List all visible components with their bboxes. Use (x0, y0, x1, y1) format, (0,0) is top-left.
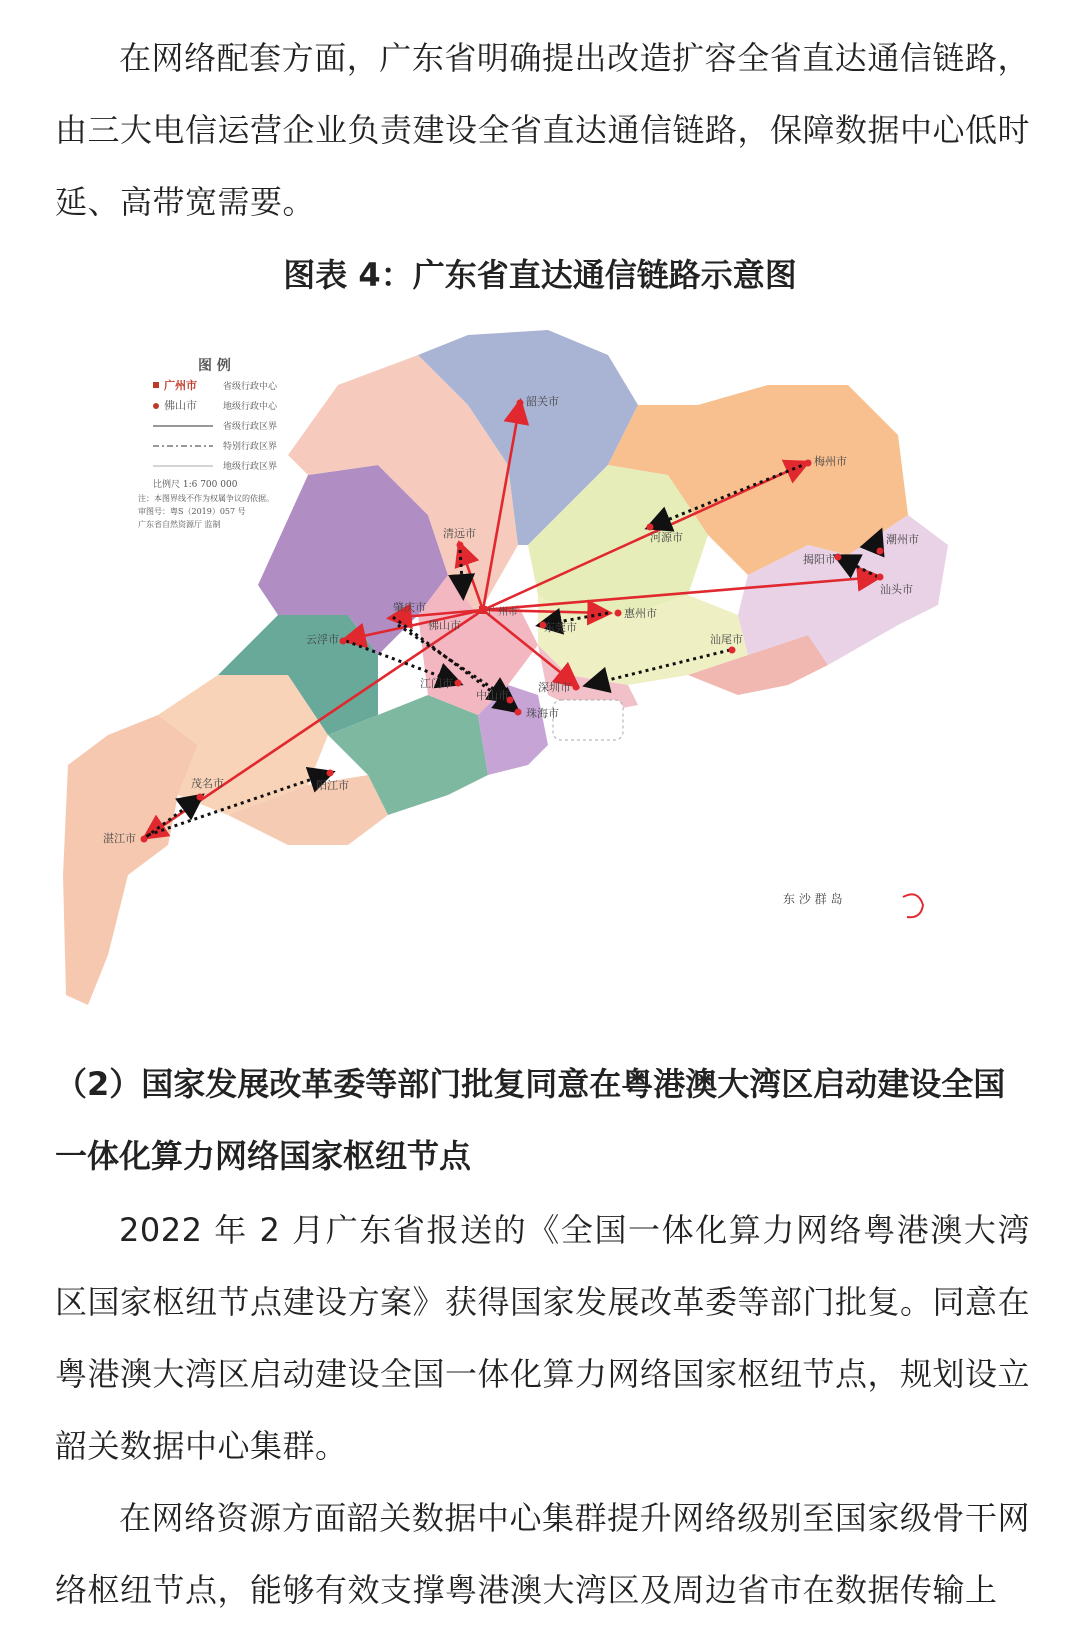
hong-kong-blank (553, 700, 623, 740)
city-label-dongguan: 东莞市 (544, 621, 577, 634)
city-label-qingyuan: 清远市 (443, 527, 476, 540)
guangdong-map-figure (48, 315, 1030, 1045)
legend-scale: 比例尺 1:6 700 000 (153, 480, 238, 490)
legend-note: 注：本图界线不作为权属争议的依据。 (138, 494, 274, 503)
map-svg (48, 315, 1030, 1045)
city-label-zhongshan: 中山市 (476, 689, 509, 702)
legend-item-city-border: 地级行政区界 (223, 462, 278, 472)
map-legend (138, 357, 278, 529)
legend-title: 图 例 (198, 358, 231, 374)
city-label-zhanjiang: 湛江市 (103, 832, 136, 845)
islands-shape (903, 894, 923, 917)
city-label-zhaoqing: 肇庆市 (393, 601, 426, 614)
legend-city-marker (153, 403, 159, 409)
legend-item-city-desc: 地级行政中心 (223, 402, 278, 412)
paragraph-network-resources: 在网络资源方面韶关数据中心集群提升网络级别至国家级骨干网络枢纽节点，能够有效支撑粤港澳大湾区及周边省市在数据传输上 (55, 1499, 1030, 1609)
legend-item-capital: 广州市 (164, 379, 197, 392)
city-label-jieyang: 揭阳市 (803, 553, 836, 566)
city-label-shantou: 汕头市 (880, 583, 913, 596)
city-label-meizhou: 梅州市 (814, 455, 847, 468)
city-label-maoming: 茂名市 (191, 777, 224, 790)
figure-caption: 图表 4：广东省直达通信链路示意图 (283, 256, 797, 294)
legend-capital-marker (153, 382, 159, 388)
city-label-shaoguan: 韶关市 (526, 395, 559, 408)
city-label-huizhou: 惠州市 (624, 607, 657, 620)
legend-item-sar-border: 特别行政区界 (223, 442, 278, 452)
paragraph-approval: 2022 年 2 月广东省报送的《全国一体化算力网络粤港澳大湾区国家枢纽节点建设方案》获得国家发展改革委等部门批复。同意在粤港澳大湾区启动建设全国一体化算力网络国家枢纽节点，规划设立韶关数据中心集群。 (55, 1211, 1031, 1465)
islands-label: 东 沙 群 岛 (783, 892, 843, 906)
city-label-yunfu: 云浮市 (306, 633, 339, 646)
legend-publisher: 广东省自然资源厅 监制 (138, 520, 221, 529)
section-heading: （2）国家发展改革委等部门批复同意在粤港澳大湾区启动建设全国一体化算力网络国家枢纽节点 (55, 1065, 1006, 1175)
city-label-guangzhou: 广州市 (488, 607, 518, 618)
city-label-foshan: 佛山市 (428, 619, 461, 632)
city-label-jiangmen: 江门市 (420, 677, 453, 690)
city-label-heyuan: 河源市 (650, 531, 683, 544)
city-label-zhuhai: 珠海市 (526, 707, 559, 720)
city-label-shanwei: 汕尾市 (710, 633, 743, 646)
legend-item-province-border: 省级行政区界 (223, 422, 278, 432)
city-label-chaozhou: 潮州市 (886, 533, 919, 546)
legend-item-capital-desc: 省级行政中心 (223, 382, 278, 392)
legend-approval: 审图号：粤S（2019）057 号 (138, 507, 246, 516)
city-label-shenzhen: 深圳市 (538, 681, 571, 694)
legend-item-city: 佛山市 (164, 399, 197, 412)
city-label-yangjiang: 阳江市 (316, 779, 349, 792)
paragraph-network-support: 在网络配套方面，广东省明确提出改造扩容全省直达通信链路，由三大电信运营企业负责建设全省直达通信链路，保障数据中心低时延、高带宽需要。 (55, 39, 1031, 221)
region-zhanjiang (63, 715, 198, 1005)
